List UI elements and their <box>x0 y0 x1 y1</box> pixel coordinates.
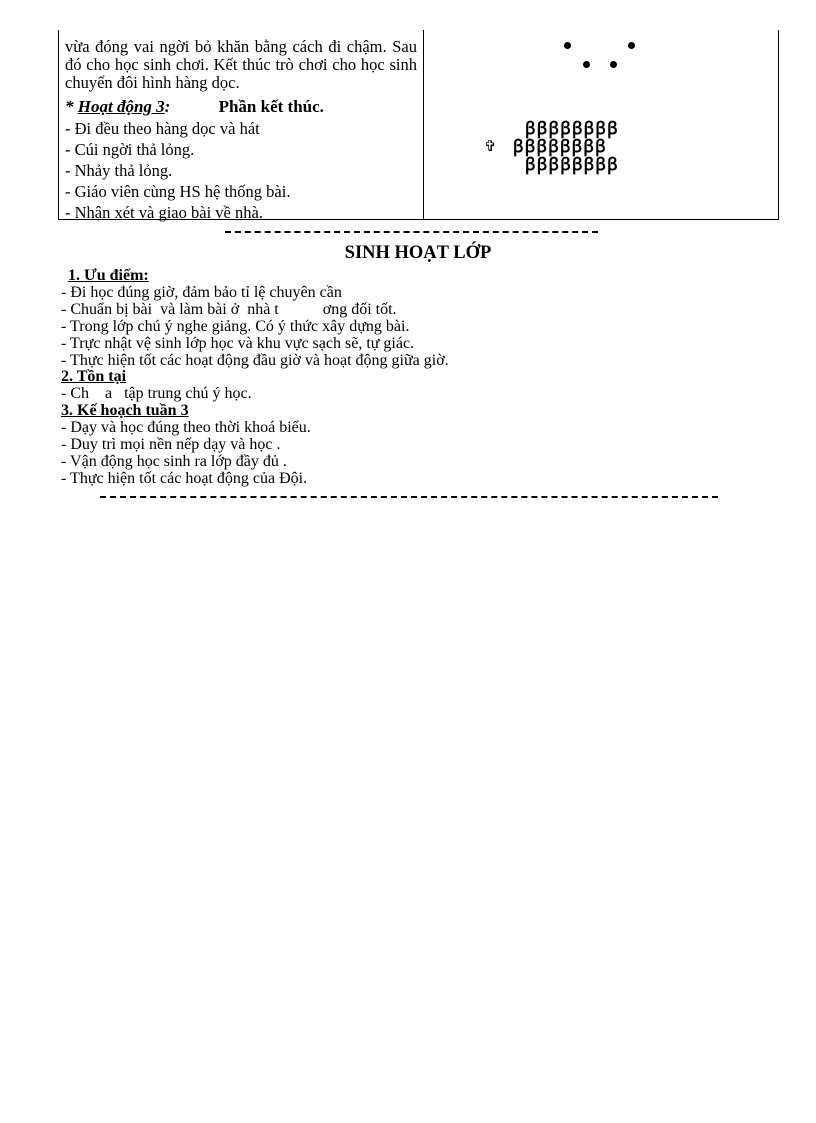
list-item: - Giáo viên cùng HS hệ thống bài. <box>65 182 291 201</box>
activity-colon: : <box>164 97 171 116</box>
activity-heading <box>65 96 417 118</box>
game-paragraph: vừa đóng vai ngời bỏ khăn bằng cách đi chậm. Sau đó cho học sinh chơi. Kết thúc trò chơi cho học sinh chuyển đôi hình hàng dọc. <box>65 37 417 92</box>
student-icon: ꞵ <box>536 137 549 157</box>
list-item: - Nhận xét và giao bài về nhà. <box>65 203 263 222</box>
position-dot-icon <box>583 61 590 68</box>
separator-line <box>225 231 598 233</box>
student-icon: ꞵ <box>524 137 537 157</box>
list-item: - Chuẩn bị bài và làm bài ở nhà t ơng đối tốt. <box>61 300 397 318</box>
list-item: - Nhảy thả lỏng. <box>65 161 173 180</box>
section-title: SINH HOẠT LỚP <box>344 243 492 263</box>
activity-prefix: * <box>65 97 78 116</box>
heading-strengths: 1. Ưu điểm: <box>68 267 149 284</box>
class-review-section <box>61 268 449 488</box>
student-icon: ꞵ <box>595 155 608 175</box>
separator-line <box>100 496 718 498</box>
position-dot-icon <box>564 42 571 49</box>
lesson-table <box>58 30 779 220</box>
student-icon: ꞵ <box>536 119 549 139</box>
student-icon: ꞵ <box>548 119 561 139</box>
student-icon: ꞵ <box>525 119 537 139</box>
student-icon: ꞵ <box>559 137 572 157</box>
student-icon: ꞵ <box>513 137 525 157</box>
student-icon: ꞵ <box>583 155 596 175</box>
student-icon: ꞵ <box>548 155 561 175</box>
student-icon: ꞵ <box>607 119 619 139</box>
student-icon: ꞵ <box>607 155 619 175</box>
heading-weaknesses: 2. Tồn tại <box>61 368 127 386</box>
student-icon: ꞵ <box>571 137 584 157</box>
student-icon: ꞵ <box>548 137 560 157</box>
lesson-content-cell <box>65 38 417 223</box>
heading-plans: 3. Kế hoạch tuần 3 <box>61 402 189 420</box>
student-icon: ꞵ <box>560 119 572 139</box>
list-item: - Vận động học sinh ra lớp đầy đủ . <box>61 452 287 470</box>
student-icon: ꞵ <box>595 119 608 139</box>
list-item: - Đi học đúng giờ, đảm bảo tỉ lệ chuyên cần <box>61 283 342 301</box>
student-icon: ꞵ <box>536 155 549 175</box>
student-row <box>525 155 619 176</box>
teacher-cross-icon: ✞ <box>484 139 497 155</box>
list-item: - Trong lớp chú ý nghe giảng. Có ý thức xây dựng bài. <box>61 317 410 335</box>
list-item: - Thực hiện tốt các hoạt động của Đội. <box>61 469 308 487</box>
list-item: - Dạy và học đúng theo thời khoá biểu. <box>61 419 311 437</box>
student-icon: ꞵ <box>525 155 537 175</box>
student-icon: ꞵ <box>571 155 584 175</box>
list-item: - Trực nhật vệ sinh lớp học và khu vực sạch sẽ, tự giác. <box>61 334 415 352</box>
list-item: - Đi đều theo hàng dọc và hát <box>65 119 260 138</box>
student-icon: ꞵ <box>595 137 607 157</box>
list-item: - Duy trì mọi nền nếp dạy và học . <box>61 436 281 454</box>
student-icon: ꞵ <box>583 119 596 139</box>
list-item: - Thực hiện tốt các hoạt động đầu giờ và hoạt động giữa giờ. <box>61 351 449 369</box>
position-dot-icon <box>628 42 635 49</box>
position-dot-icon <box>610 61 617 68</box>
student-icon: ꞵ <box>583 137 596 157</box>
activity-label: Hoạt động 3 <box>77 97 165 116</box>
student-icon: ꞵ <box>571 119 584 139</box>
list-item: - Cúi ngời thả lỏng. <box>65 140 195 159</box>
activity-title: Phần kết thúc. <box>218 97 324 116</box>
column-divider <box>423 30 424 219</box>
student-icon: ꞵ <box>560 155 572 175</box>
list-item: - Ch a tập trung chú ý học. <box>61 385 252 403</box>
